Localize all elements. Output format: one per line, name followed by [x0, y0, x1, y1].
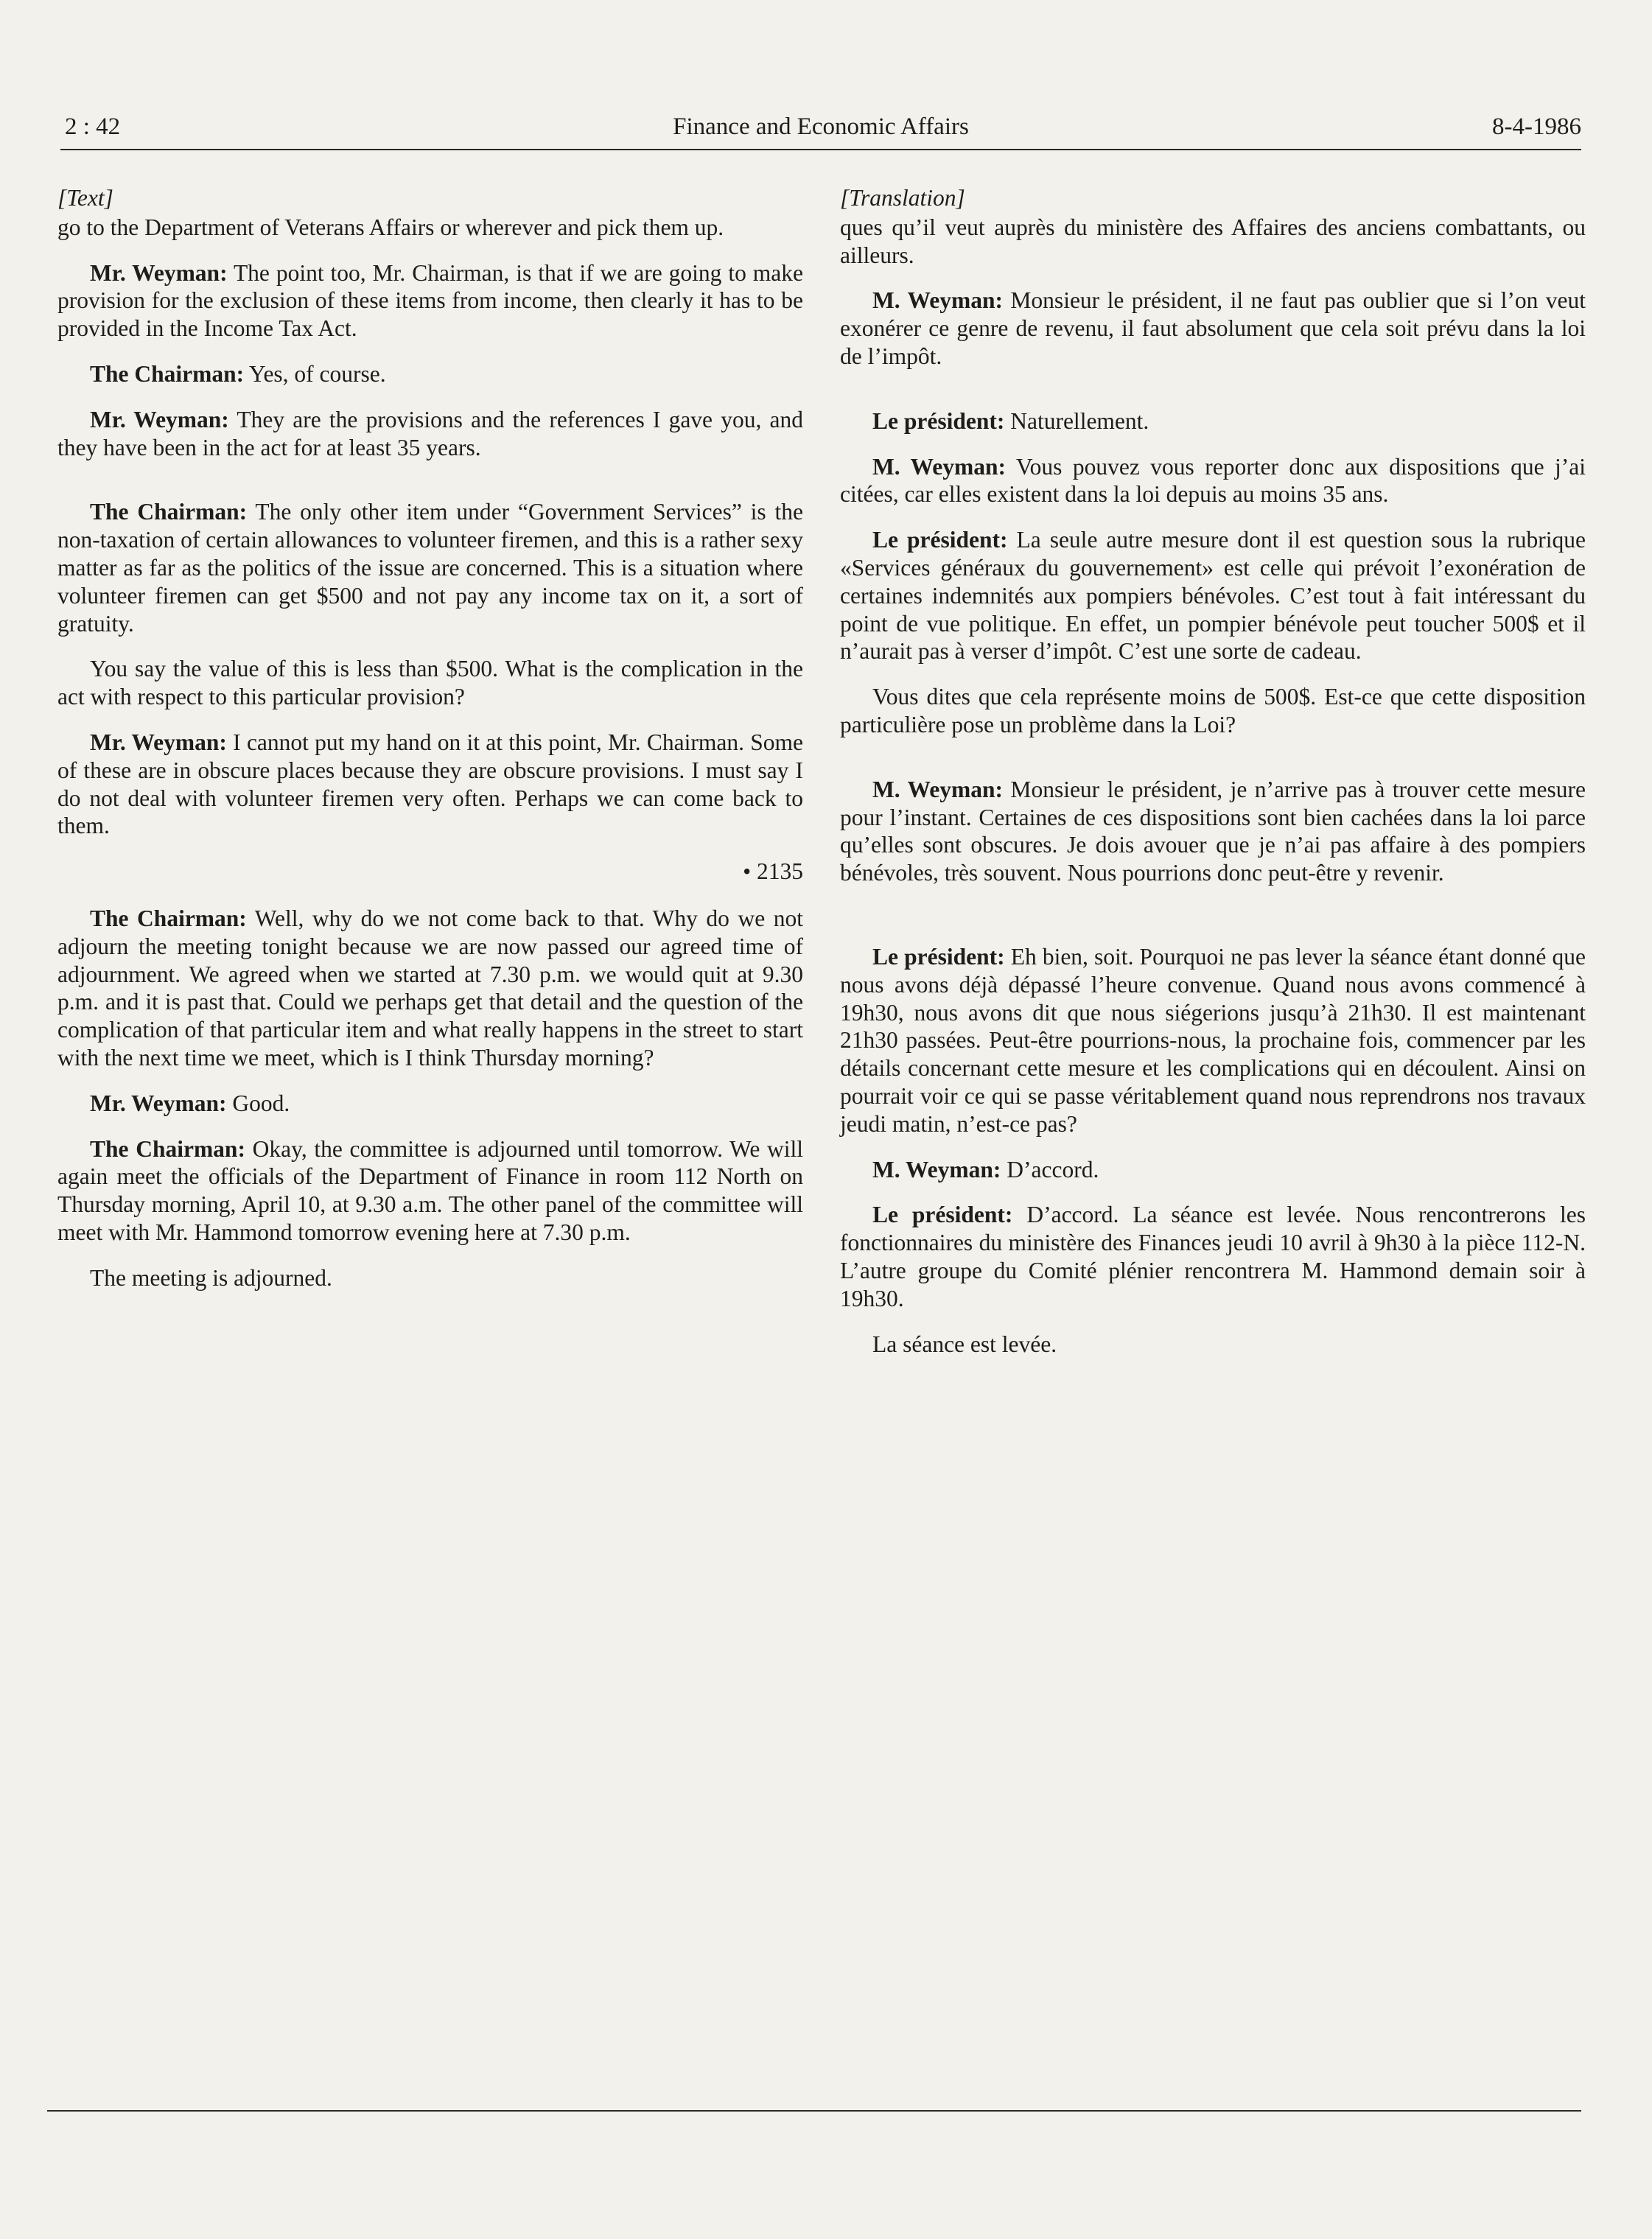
speech-text: Yes, of course.: [244, 360, 386, 387]
paragraph-gap: [57, 479, 803, 498]
speaker-name: Mr. Weyman:: [90, 406, 229, 432]
speaker-name: M. Weyman:: [872, 776, 1003, 802]
paragraph: [57, 1135, 803, 1247]
speech-text: Good.: [226, 1090, 290, 1116]
paragraph: [840, 214, 1586, 270]
paragraph-gap: [840, 757, 1586, 776]
speech-text: La séance est levée.: [872, 1331, 1057, 1357]
french-column: [840, 184, 1586, 1376]
paragraph-gap: [840, 905, 1586, 924]
speaker-name: M. Weyman:: [872, 1156, 1001, 1182]
paragraph: [57, 498, 803, 637]
page-header: [60, 108, 1581, 143]
speech-text: Monsieur le président, il ne faut pas oublier que si l’on veut exonérer ce genre de revenu, il faut absolument que cela soit prévu dans la loi de l’impôt.: [840, 287, 1586, 369]
speech-text: Monsieur le président, je n’arrive pas à trouver cette mesure pour l’instant. Certaines de ces dispositions sont bien cachées dans la loi parce qu’elles sont obscures. Je dois avouer que je n’ai pas affaire à des pompiers bénévoles, très souvent. Nous pourrions donc peut-être y revenir.: [840, 776, 1586, 886]
paragraph: [840, 1156, 1586, 1184]
paragraph: [840, 776, 1586, 887]
speaker-name: M. Weyman:: [872, 287, 1003, 314]
speaker-name: The Chairman:: [90, 1135, 245, 1162]
paragraph: [57, 655, 803, 711]
speaker-name: Mr. Weyman:: [90, 1090, 227, 1116]
speaker-name: The Chairman:: [90, 905, 247, 931]
paragraph: [57, 1090, 803, 1118]
speaker-name: Le président:: [872, 943, 1005, 970]
publication-title: Finance and Economic Affairs: [673, 113, 969, 140]
paragraph: [840, 1331, 1586, 1359]
paragraph: [57, 406, 803, 462]
speech-text: Vous dites que cela représente moins de 500$. Est-ce que cette disposition particulière pose un problème dans la Loi?: [840, 684, 1586, 737]
paragraph: [57, 1264, 803, 1292]
paragraph: [840, 943, 1586, 1138]
speaker-name: Mr. Weyman:: [90, 259, 228, 286]
paragraph-gap: [840, 388, 1586, 407]
paragraph: [57, 905, 803, 1072]
paragraph: [57, 360, 803, 388]
paragraph: [840, 407, 1586, 435]
speech-text: D’accord. La séance est levée. Nous rencontrerons les fonctionnaires du ministère des Finances jeudi 10 avril à 9h30 à la pièce 112-N. L’autre groupe du Comité plénier rencontrera M. Hammond demain soir à 19h30.: [840, 1202, 1586, 1311]
speech-text: Eh bien, soit. Pourquoi ne pas lever la séance étant donné que nous avons déjà dépassé l’heure convenue. Quand nous avons commencé à 19h30, nous avons dit que nous siégerions jusqu’à 21h30. Il est maintenant 21h30 passées. Peut-être pourrions-nous, la prochaine fois, commencer par les détails concernant cette mesure et les complications qui en découlent. Ainsi on pourrait voir ce qui se passe véritablement quand nous reprendrons nos travaux jeudi matin, n’est-ce pas?: [840, 943, 1586, 1137]
speech-text: I cannot put my hand on it at this point, Mr. Chairman. Some of these are in obscure places because they are obscure provisions. I must say I do not deal with volunteer firemen very often. Perhaps we can come back to them.: [57, 729, 804, 839]
page-number: 2 : 42: [65, 113, 121, 140]
paragraph: [840, 683, 1586, 739]
column-label: [Translation]: [840, 185, 965, 211]
header-date: 8-4-1986: [1492, 113, 1581, 140]
speaker-name: The Chairman:: [90, 499, 248, 525]
paragraph: [840, 526, 1586, 665]
paragraph: [57, 729, 803, 840]
speech-text: D’accord.: [1001, 1156, 1099, 1182]
speaker-name: The Chairman:: [90, 360, 245, 387]
header-rule: [60, 149, 1581, 150]
speaker-name: M. Weyman:: [872, 453, 1007, 480]
speech-text: ques qu’il veut auprès du ministère des Affaires des anciens combattants, ou ailleurs.: [840, 214, 1586, 268]
paragraph: [840, 1201, 1586, 1312]
speaker-name: Le président:: [872, 407, 1005, 434]
english-column: [57, 184, 803, 1310]
speaker-name: Le président:: [872, 527, 1008, 553]
paragraph-gap: [840, 924, 1586, 943]
speech-text: go to the Department of Veterans Affairs or wherever and pick them up.: [57, 214, 724, 240]
speech-text: Okay, the committee is adjourned until tomorrow. We will again meet the officials of the Department of Finance in room 112 North on Thursday morning, April 10, at 9.30 a.m. The other panel of the committee will meet with Mr. Hammond tomorrow evening here at 7.30 p.m.: [57, 1135, 803, 1245]
speech-text: You say the value of this is less than $500. What is the complication in the act with respect to this particular provision?: [57, 656, 803, 710]
paragraph: [57, 259, 803, 343]
speech-text: They are the provisions and the references I gave you, and they have been in the act for at least 35 years.: [57, 406, 803, 460]
speech-text: La seule autre mesure dont il est question sous la rubrique «Services généraux du gouvernement» est celle qui prévoit l’exonération de certaines indemnités aux pompiers bénévoles. C’est tout à fait intéressant du point de vue politique. En effet, un pompier bénévole peut toucher 500$ et il n’aurait pas à verser d’impôt. C’est une sorte de cadeau.: [840, 527, 1586, 665]
speech-text: Naturellement.: [1004, 407, 1149, 434]
paragraph: [840, 453, 1586, 509]
speaker-name: Le président:: [872, 1202, 1013, 1228]
speech-text: The only other item under “Government Services” is the non-taxation of certain allowances to volunteer firemen, and this is a rather sexy matter as far as the politics of the issue are concerned. This is a situation where volunteer firemen can get $500 and not pay any income tax on it, a sort of gratuity.: [57, 499, 804, 637]
column-label: [Text]: [57, 185, 113, 211]
speech-text: Vous pouvez vous reporter donc aux dispositions que j’ai citées, car elles existent dans la loi depuis au moins 35 ans.: [840, 453, 1586, 508]
speech-text: Well, why do we not come back to that. Why do we not adjourn the meeting tonight because we are now passed our agreed time of adjournment. We agreed when we started at 7.30 p.m. we would quit at 9.30 p.m. and it is past that. Could we perhaps get that detail and the question of the complication of that particular item and what really happens in the street to start with the next time we meet, which is I think Thursday morning?: [57, 905, 803, 1071]
speech-text: The point too, Mr. Chairman, is that if we are going to make provision for the exclusion of these items from income, then clearly it has to be provided in the Income Tax Act.: [57, 259, 803, 342]
time-marker: • 2135: [743, 858, 803, 885]
footer-rule: [47, 2110, 1581, 2112]
paragraph: [57, 214, 803, 242]
paragraph: [840, 287, 1586, 370]
speaker-name: Mr. Weyman:: [90, 729, 227, 755]
speech-text: The meeting is adjourned.: [90, 1264, 332, 1291]
